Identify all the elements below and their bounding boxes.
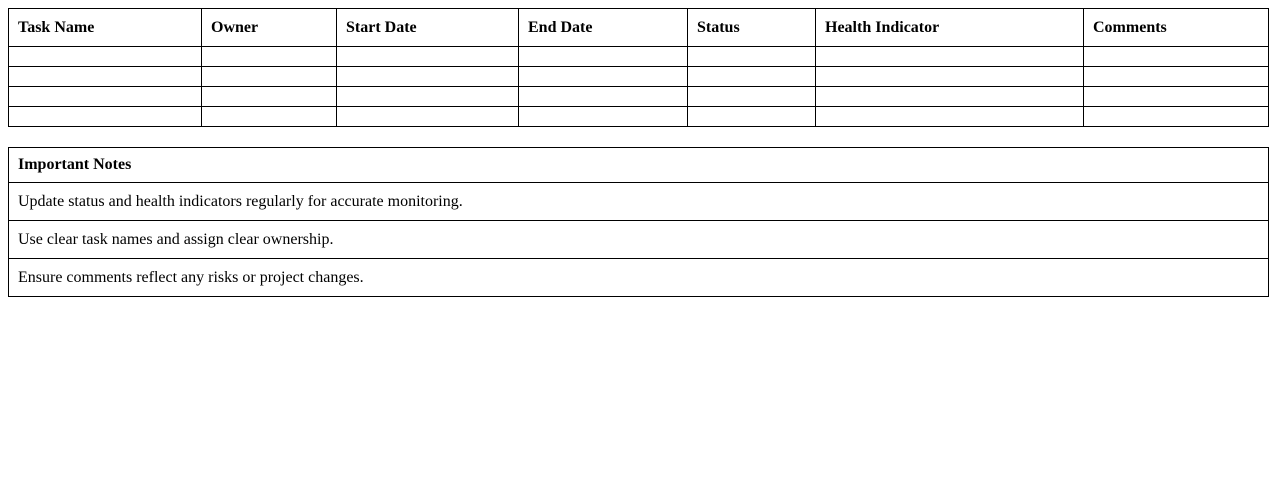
document-page — [0, 8, 1278, 501]
header-end-date: End Date — [519, 9, 688, 47]
task-table — [8, 8, 1269, 127]
header-task-name: Task Name — [9, 9, 202, 47]
header-status: Status — [688, 9, 816, 47]
header-health-indicator: Health Indicator — [816, 9, 1084, 47]
empty-cell — [1084, 67, 1269, 87]
header-start-date: Start Date — [337, 9, 519, 47]
empty-cell — [337, 107, 519, 127]
header-owner: Owner — [202, 9, 337, 47]
task-table-body — [9, 47, 1269, 127]
task-table-empty-row — [9, 87, 1269, 107]
notes-table — [8, 147, 1269, 297]
note-text: Update status and health indicators regularly for accurate monitoring. — [9, 183, 1269, 221]
notes-title: Important Notes — [9, 148, 1269, 183]
empty-cell — [519, 87, 688, 107]
note-text: Use clear task names and assign clear ownership. — [9, 221, 1269, 259]
header-comments: Comments — [1084, 9, 1269, 47]
task-table-empty-row — [9, 47, 1269, 67]
empty-cell — [1084, 47, 1269, 67]
empty-cell — [202, 67, 337, 87]
empty-cell — [337, 87, 519, 107]
task-table-empty-row — [9, 107, 1269, 127]
empty-cell — [1084, 107, 1269, 127]
empty-cell — [9, 107, 202, 127]
empty-cell — [9, 47, 202, 67]
empty-cell — [816, 87, 1084, 107]
note-text: Ensure comments reflect any risks or project changes. — [9, 259, 1269, 297]
empty-cell — [688, 107, 816, 127]
empty-cell — [519, 67, 688, 87]
empty-cell — [688, 67, 816, 87]
note-row — [9, 183, 1269, 221]
empty-cell — [9, 67, 202, 87]
empty-cell — [202, 107, 337, 127]
empty-cell — [688, 47, 816, 67]
task-table-header-row — [9, 9, 1269, 47]
empty-cell — [337, 47, 519, 67]
note-row — [9, 221, 1269, 259]
empty-cell — [816, 107, 1084, 127]
empty-cell — [816, 67, 1084, 87]
note-row — [9, 259, 1269, 297]
task-table-empty-row — [9, 67, 1269, 87]
empty-cell — [519, 107, 688, 127]
empty-cell — [1084, 87, 1269, 107]
notes-title-row — [9, 148, 1269, 183]
empty-cell — [519, 47, 688, 67]
empty-cell — [816, 47, 1084, 67]
empty-cell — [9, 87, 202, 107]
empty-cell — [688, 87, 816, 107]
empty-cell — [337, 67, 519, 87]
empty-cell — [202, 47, 337, 67]
empty-cell — [202, 87, 337, 107]
